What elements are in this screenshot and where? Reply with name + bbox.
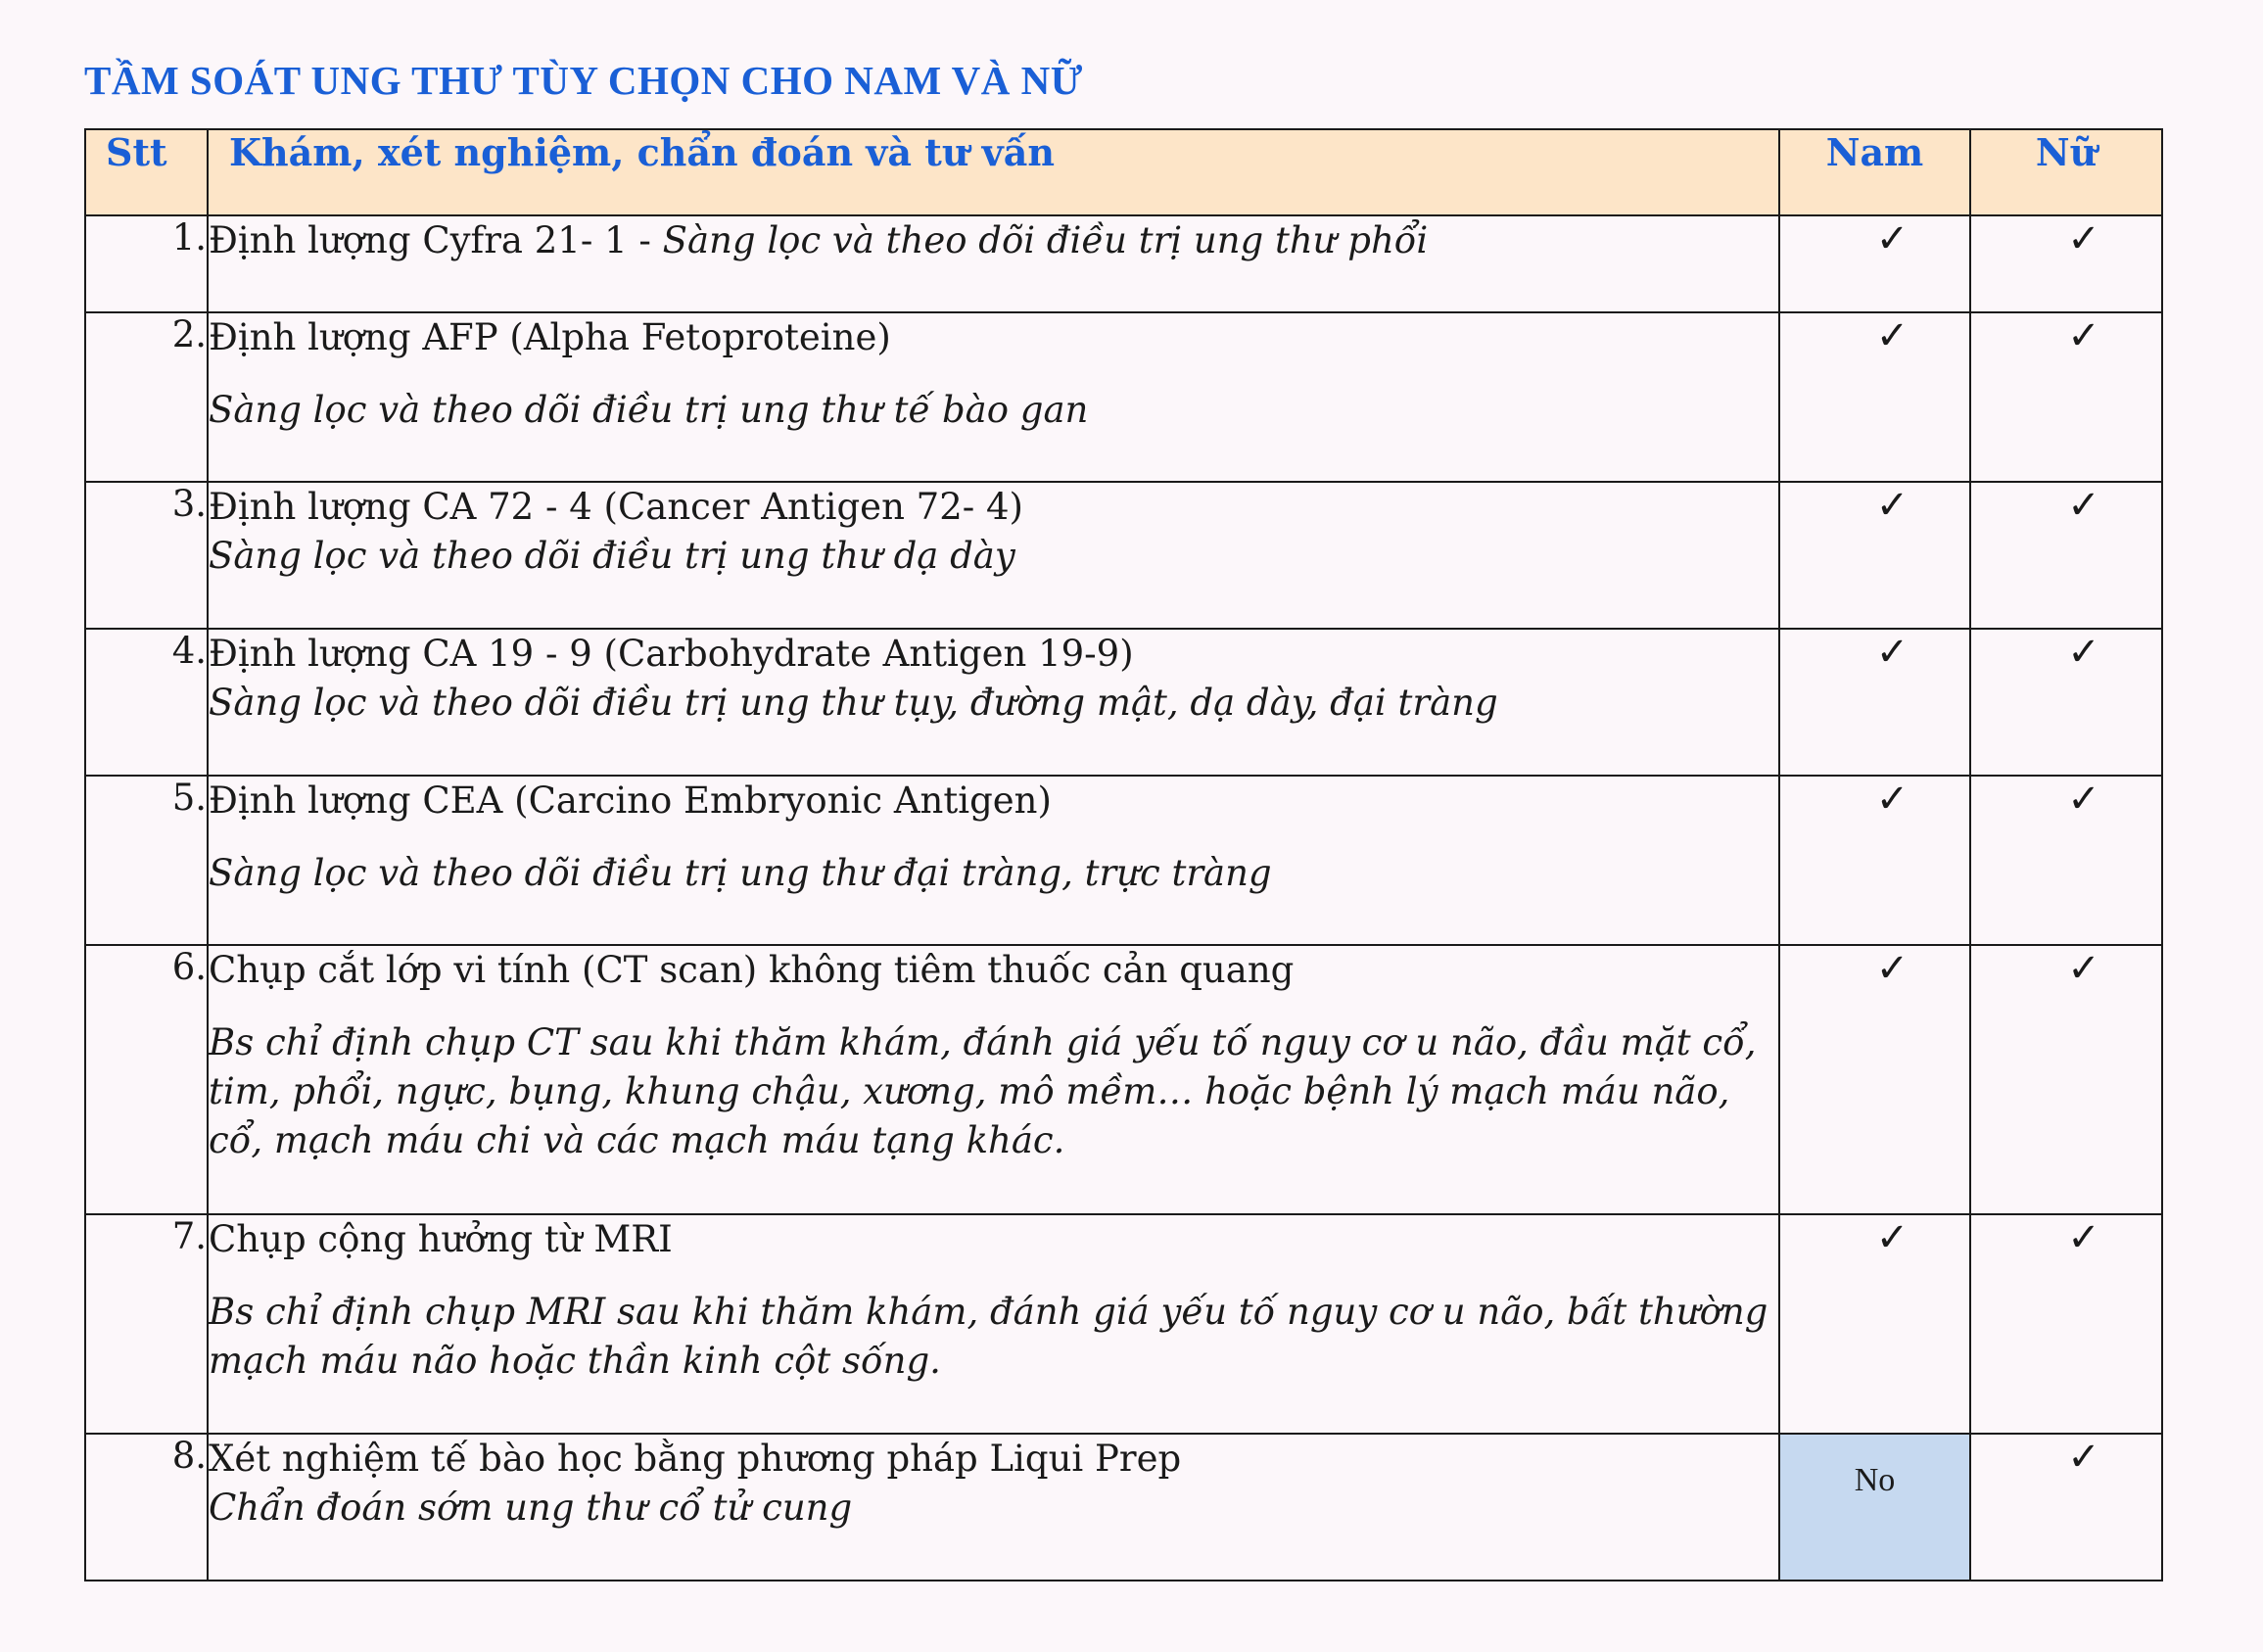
- row-description: [208, 945, 1779, 1214]
- check-icon: ✓: [1875, 483, 1909, 528]
- row-number: 5.: [85, 776, 208, 945]
- row-description: [208, 482, 1779, 629]
- male-mark: [1779, 312, 1970, 482]
- table-row: [85, 945, 2162, 1214]
- row-description: [208, 1434, 1779, 1581]
- row-subtitle: Chẩn đoán sớm ung thư cổ tử cung: [209, 1487, 853, 1529]
- row-number: 7.: [85, 1214, 208, 1434]
- table-row: [85, 482, 2162, 629]
- female-mark: [1970, 482, 2162, 629]
- male-mark: [1779, 215, 1970, 312]
- row-description: [208, 776, 1779, 945]
- table-header: [85, 129, 2162, 215]
- check-icon: ✓: [2067, 1435, 2100, 1480]
- male-mark: [1779, 776, 1970, 945]
- table-row: [85, 1434, 2162, 1581]
- header-female: Nữ: [1970, 129, 2162, 215]
- check-icon: ✓: [1875, 946, 1909, 991]
- check-icon: ✓: [2067, 216, 2100, 261]
- row-description: [208, 312, 1779, 482]
- row-description: [208, 629, 1779, 776]
- female-mark: [1970, 312, 2162, 482]
- row-title: Định lượng CA 72 - 4 (Cancer Antigen 72- 4): [209, 486, 1023, 528]
- female-mark: [1970, 776, 2162, 945]
- row-subtitle: Sàng lọc và theo dõi điều trị ung thư đại tràng, trực tràng: [209, 852, 1272, 894]
- no-label: No: [1854, 1462, 1896, 1498]
- table-row: [85, 312, 2162, 482]
- row-title: Xét nghiệm tế bào học bằng phương pháp Liqui Prep: [209, 1438, 1182, 1480]
- check-icon: ✓: [1875, 313, 1909, 358]
- table-row: [85, 776, 2162, 945]
- table-row: [85, 629, 2162, 776]
- male-mark: [1779, 1434, 1970, 1581]
- female-mark: [1970, 1214, 2162, 1434]
- row-number: 1.: [85, 215, 208, 312]
- row-description: [208, 1214, 1779, 1434]
- row-title: Chụp cắt lớp vi tính (CT scan) không tiêm thuốc cản quang: [209, 949, 1295, 991]
- row-title: Định lượng CEA (Carcino Embryonic Antigen): [209, 779, 1052, 822]
- row-subtitle: Sàng lọc và theo dõi điều trị ung thư phổi: [662, 219, 1429, 261]
- check-icon: ✓: [2067, 777, 2100, 822]
- check-icon: ✓: [1875, 1215, 1909, 1260]
- table-row: [85, 1214, 2162, 1434]
- female-mark: [1970, 629, 2162, 776]
- check-icon: ✓: [2067, 946, 2100, 991]
- row-subtitle: Bs chỉ định chụp MRI sau khi thăm khám, đánh giá yếu tố nguy cơ u não, bất thường mạch máu não hoặc thần kinh cột sống.: [209, 1291, 1768, 1382]
- row-title: Chụp cộng hưởng từ MRI: [209, 1218, 673, 1260]
- check-icon: ✓: [2067, 1215, 2100, 1260]
- header-description: Khám, xét nghiệm, chẩn đoán và tư vấn: [208, 129, 1779, 215]
- check-icon: ✓: [2067, 313, 2100, 358]
- female-mark: [1970, 1434, 2162, 1581]
- male-mark: [1779, 945, 1970, 1214]
- row-number: 3.: [85, 482, 208, 629]
- row-subtitle: Bs chỉ định chụp CT sau khi thăm khám, đánh giá yếu tố nguy cơ u não, đầu mặt cổ, tim, phổi, ngực, bụng, khung chậu, xương, mô mềm… hoặc bệnh lý mạch máu não, cổ, mạch máu chi và các mạch máu tạng khác.: [209, 1021, 1757, 1161]
- row-number: 2.: [85, 312, 208, 482]
- row-number: 6.: [85, 945, 208, 1214]
- female-mark: [1970, 215, 2162, 312]
- check-icon: ✓: [1875, 216, 1909, 261]
- row-number: 4.: [85, 629, 208, 776]
- male-mark: [1779, 482, 1970, 629]
- male-mark: [1779, 1214, 1970, 1434]
- header-stt: Stt: [85, 129, 208, 215]
- header-male: Nam: [1779, 129, 1970, 215]
- row-title: Định lượng CA 19 - 9 (Carbohydrate Antigen 19-9): [209, 633, 1134, 675]
- male-mark: [1779, 629, 1970, 776]
- row-title: Định lượng Cyfra 21- 1 -: [209, 219, 663, 261]
- check-icon: ✓: [1875, 777, 1909, 822]
- row-subtitle: Sàng lọc và theo dõi điều trị ung thư dạ dày: [209, 535, 1015, 577]
- screening-table: [84, 128, 2163, 1581]
- row-subtitle: Sàng lọc và theo dõi điều trị ung thư tế bào gan: [209, 389, 1089, 431]
- check-icon: ✓: [2067, 483, 2100, 528]
- row-title: Định lượng AFP (Alpha Fetoproteine): [209, 316, 891, 358]
- page-title: TẦM SOÁT UNG THƯ TÙY CHỌN CHO NAM VÀ NỮ: [84, 58, 1083, 103]
- row-subtitle: Sàng lọc và theo dõi điều trị ung thư tụy, đường mật, dạ dày, đại tràng: [209, 682, 1498, 724]
- row-number: 8.: [85, 1434, 208, 1581]
- check-icon: ✓: [2067, 630, 2100, 675]
- check-icon: ✓: [1875, 630, 1909, 675]
- female-mark: [1970, 945, 2162, 1214]
- table-row: [85, 215, 2162, 312]
- row-description: [208, 215, 1779, 312]
